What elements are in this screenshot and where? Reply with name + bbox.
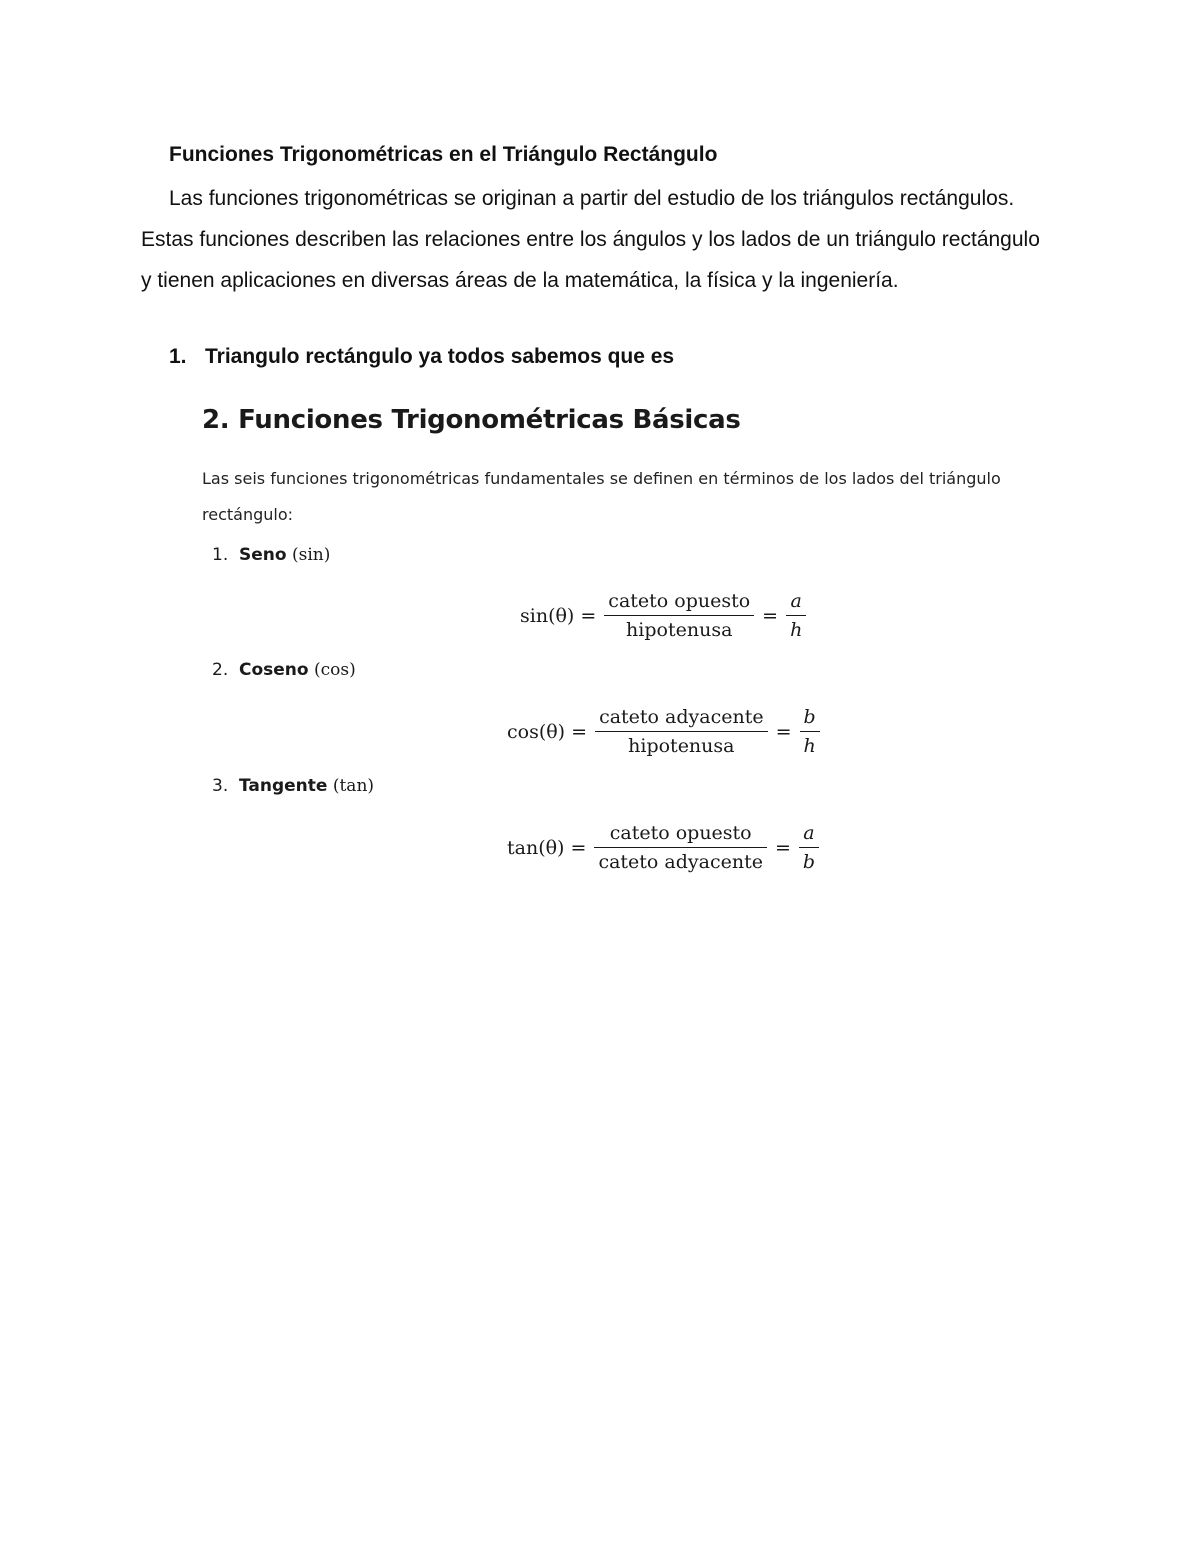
function-number: 1. bbox=[212, 545, 229, 565]
fraction-ratio bbox=[800, 703, 820, 760]
formula-cosine bbox=[507, 703, 820, 760]
fraction-denominator: hipotenusa bbox=[628, 735, 735, 758]
list-item-text: Triangulo rectángulo ya todos sabemos que es bbox=[205, 345, 675, 368]
formula-tangent bbox=[507, 819, 819, 876]
fraction-numerator: cateto adyacente bbox=[599, 706, 764, 728]
formula-lhs: cos(θ) = bbox=[507, 720, 588, 743]
function-name: Coseno bbox=[239, 660, 309, 680]
fraction-ratio bbox=[786, 587, 806, 644]
embedded-screenshot bbox=[190, 395, 1070, 895]
fraction-words bbox=[595, 703, 768, 760]
fraction-numerator: cateto opuesto bbox=[608, 590, 751, 612]
function-abbr: (cos) bbox=[314, 660, 356, 680]
equals-sign: = bbox=[775, 720, 792, 743]
ratio-denominator: h bbox=[803, 735, 816, 758]
function-number: 3. bbox=[212, 776, 229, 796]
list-item-number: 1. bbox=[169, 345, 187, 368]
function-abbr: (tan) bbox=[332, 776, 375, 796]
function-name: Seno bbox=[239, 545, 287, 565]
function-number: 2. bbox=[212, 660, 229, 680]
fraction-words bbox=[604, 587, 754, 644]
function-abbr: (sin) bbox=[291, 545, 331, 565]
fraction-words bbox=[594, 819, 767, 876]
fraction-denominator: hipotenusa bbox=[626, 619, 733, 642]
list-item bbox=[169, 345, 674, 369]
section-heading: 2. Funciones Trigonométricas Básicas bbox=[202, 405, 741, 435]
function-label-tangent bbox=[212, 776, 374, 796]
formula-lhs: sin(θ) = bbox=[520, 604, 597, 627]
equals-sign: = bbox=[774, 836, 791, 859]
ratio-numerator: a bbox=[803, 822, 815, 844]
intro-paragraph: Las funciones trigonométricas se originan a partir del estudio de los triángulos rectángulos. Estas funciones describen las relaciones entre los ángulos y los lados de un triángulo rectángulo y tienen aplicaciones en diversas áreas de la matemática, la física y la ingeniería. bbox=[141, 187, 1040, 292]
ratio-numerator: a bbox=[790, 590, 802, 612]
formula-lhs: tan(θ) = bbox=[507, 836, 587, 859]
function-label-cosine bbox=[212, 660, 356, 680]
formula-sine bbox=[520, 587, 806, 644]
equals-sign: = bbox=[762, 604, 779, 627]
fraction-ratio bbox=[799, 819, 819, 876]
function-label-sine bbox=[212, 545, 330, 565]
ratio-denominator: b bbox=[802, 851, 816, 874]
fraction-numerator: cateto opuesto bbox=[609, 822, 752, 844]
document-title: Funciones Trigonométricas en el Triángulo Rectángulo bbox=[169, 143, 718, 166]
ratio-denominator: h bbox=[790, 619, 803, 642]
fraction-denominator: cateto adyacente bbox=[598, 851, 763, 874]
function-name: Tangente bbox=[239, 776, 328, 796]
section-paragraph: Las seis funciones trigonométricas fundamentales se definen en términos de los lados del triángulo rectángulo: bbox=[202, 469, 1001, 524]
ratio-numerator: b bbox=[803, 706, 816, 728]
